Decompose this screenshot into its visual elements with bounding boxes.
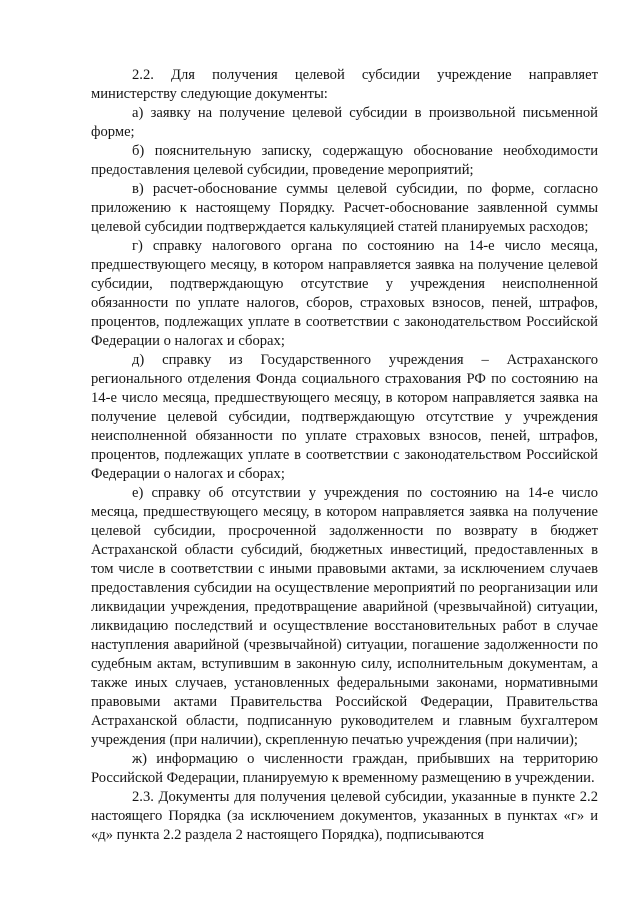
list-item-a: а) заявку на получение целевой субсидии в произвольной письменной форме; [91, 105, 598, 140]
list-item-v: в) расчет-обоснование суммы целевой субсидии, по форме, согласно приложению к настоящему Порядку. Расчет-обоснование заявленной суммы целевой субсидии подтверждается калькуляцией статей планируемых расходов; [91, 181, 598, 235]
document-body [91, 66, 598, 845]
paragraph-2-2: 2.2. Для получения целевой субсидии учреждение направляет министерству следующие документы: [91, 67, 598, 102]
list-item-e: е) справку об отсутствии у учреждения по состоянию на 14-е число месяца, предшествующего месяцу, в котором направляется заявка на получение целевой субсидии, просроченной задолженности по возврату в бюджет Астраханской области субсидий, бюджетных инвестиций, предоставленных в том числе в соответствии с иными правовыми актами, за исключением случаев предоставления субсидии на осуществление мероприятий по реорганизации или ликвидации учреждения, предотвращение аварийной (чрезвычайной) ситуации, ликвидацию последствий и осуществление восстановительных работ в случае наступления аварийной (чрезвычайной) ситуации, погашение задолженности по судебным актам, вступившим в законную силу, исполнительным документам, а также иных случаев, установленных федеральными законами, нормативными правовыми актами Правительства Российской Федерации, Правительства Астраханской области, подписанную руководителем и главным бухгалтером учреждения (при наличии), скрепленную печатью учреждения (при наличии); [91, 485, 598, 748]
paragraph-2-3: 2.3. Документы для получения целевой субсидии, указанные в пункте 2.2 настоящего Порядка (за исключением документов, указанных в пунктах «г» и «д» пункта 2.2 раздела 2 настоящего Порядка), подписываются [91, 789, 598, 843]
list-item-b: б) пояснительную записку, содержащую обоснование необходимости предоставления целевой субсидии, проведение мероприятий; [91, 143, 598, 178]
list-item-zh: ж) информацию о численности граждан, прибывших на территорию Российской Федерации, планируемую к временному размещению в учреждении. [91, 751, 598, 786]
list-item-g: г) справку налогового органа по состоянию на 14-е число месяца, предшествующего месяцу, в котором направляется заявка на получение целевой субсидии, подтверждающую отсутствие у учреждения неисполненной обязанности по уплате налогов, сборов, страховых взносов, пеней, штрафов, процентов, подлежащих уплате в соответствии с законодательством Российской Федерации о налогах и сборах; [91, 238, 598, 349]
list-item-d: д) справку из Государственного учреждения – Астраханского регионального отделения Фонда социального страхования РФ по состоянию на 14-е число месяца, предшествующего месяцу, в котором направляется заявка на получение целевой субсидии, подтверждающую отсутствие у учреждения неисполненной обязанности по уплате страховых взносов, пеней, штрафов, процентов, подлежащих уплате в соответствии с законодательством Российской Федерации о налогах и сборах; [91, 352, 598, 482]
